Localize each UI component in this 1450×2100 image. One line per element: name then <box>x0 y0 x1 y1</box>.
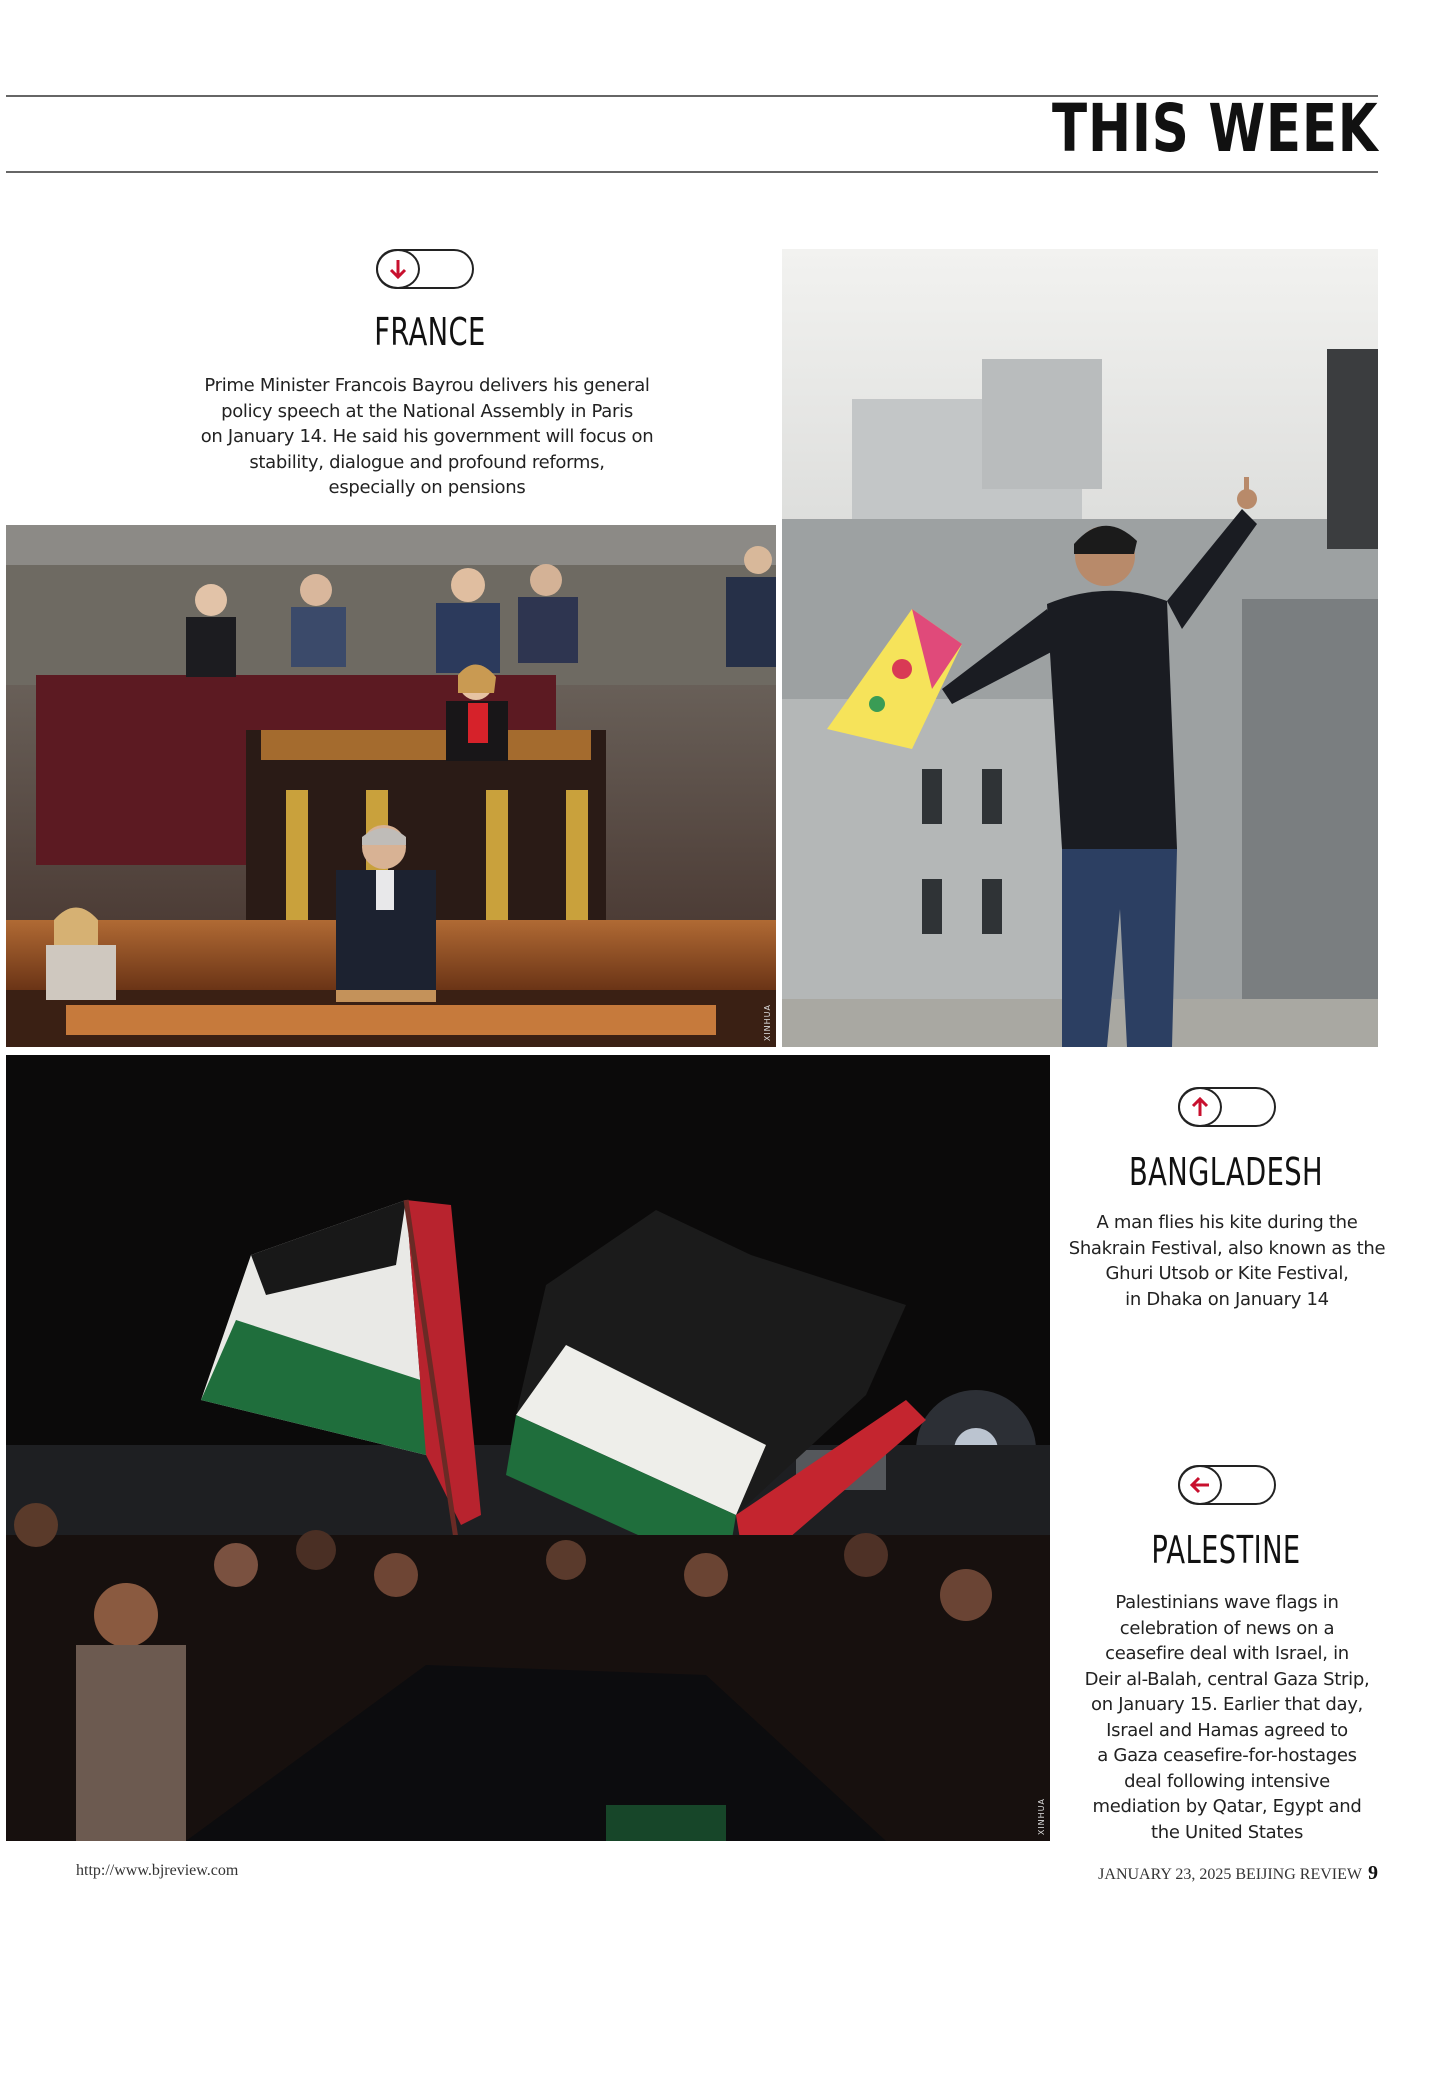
arrow-left-icon <box>1178 1465 1222 1505</box>
france-direction-toggle <box>376 249 474 289</box>
arrow-down-icon <box>376 249 420 289</box>
story-country-france: FRANCE <box>374 310 486 354</box>
story-country-bangladesh: BANGLADESH <box>1128 1150 1324 1194</box>
palestine-direction-toggle <box>1178 1465 1276 1505</box>
arrow-up-icon <box>1178 1087 1222 1127</box>
section-title: THIS WEEK <box>1051 90 1378 167</box>
story-caption-palestine: Palestinians wave flags in celebration of news on a ceasefire deal with Israel, in Deir al-Balah, central Gaza Strip, on January 15. Earlier that day, Israel and Hamas agreed to a Gaza ceasefire-for-hostages deal following intensive mediation by Qatar, Egypt and the United States <box>1084 1592 1370 1843</box>
france-assembly-photo <box>6 525 776 1047</box>
footer-issue-info <box>1098 1862 1378 1885</box>
photo-credit: XINHUA <box>1037 1797 1046 1835</box>
story-country-palestine: PALESTINE <box>1151 1528 1301 1572</box>
story-caption-france: Prime Minister Francois Bayrou delivers his general policy speech at the National Assembly in Paris on January 14. He said his government will focus on stability, dialogue and profound reforms, especially on pensions <box>200 375 654 498</box>
story-caption-bangladesh: A man flies his kite during the Shakrain Festival, also known as the Ghuri Utsob or Kite Festival, in Dhaka on January 14 <box>1068 1212 1386 1310</box>
footer-issue: JANUARY 23, 2025 BEIJING REVIEW <box>1098 1866 1362 1883</box>
footer-url[interactable]: http://www.bjreview.com <box>76 1862 239 1879</box>
photo-credit: XINHUA <box>763 1003 772 1041</box>
bangladesh-direction-toggle <box>1178 1087 1276 1127</box>
bangladesh-kite-photo <box>782 249 1378 1047</box>
page-number: 9 <box>1368 1862 1378 1884</box>
palestine-flags-photo <box>6 1055 1050 1841</box>
header-bottom-rule <box>6 171 1378 173</box>
